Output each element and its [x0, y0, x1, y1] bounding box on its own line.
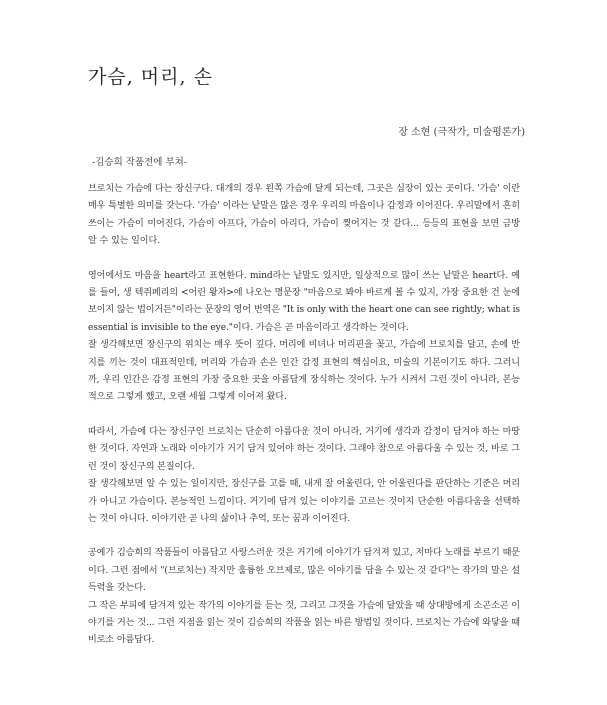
- paragraph-gap: [88, 528, 520, 545]
- paragraph-4: 따라서, 가슴에 다는 장신구인 브로치는 단순히 아름다운 것이 아니라, 거기에 생각과 감정이 담겨야 하는 마땅한 것이다. 자연과 노래와 이야기가 거기 담겨 있어야 하는 것이다. 그래야 참으로 아름다울 수 있는 것, 바로 그런 것이 장신구의 본질이다.: [88, 426, 520, 472]
- page-title: 가슴, 머리, 손: [88, 66, 213, 88]
- paragraph-gap: [88, 251, 520, 268]
- author-line: 장 소현 (극작가, 미술평론가): [398, 127, 525, 138]
- paragraph-7: 그 작은 부피에 담겨져 있는 작가의 이야기를 듣는 것, 그리고 그것을 가슴에 달았을 때 상대방에게 소곤소곤 이야기를 거는 것... 그런 지점을 읽는 것이 김승희의 작품을 읽는 바른 방법일 것이다. 브로치는 가슴에 와닿을 때 비로소 아름답다.: [88, 600, 520, 646]
- paragraph-5: 잘 생각해보면 알 수 있는 일이지만, 장신구를 고를 때, 내게 잘 어울린다, 안 어울린다를 판단하는 기준은 머리가 아니고 가슴이다. 본능적인 느낌이다. 거기에 담겨 있는 이야기를 고르는 것이지 단순한 아름다움을 선택하는 것이 아니다. 이야기란 곧 나의 삶이나 추억, 또는 꿈과 이어진다.: [88, 479, 520, 524]
- paragraph-6: 공예가 김승희의 작품들이 아름답고 사랑스러운 것은 거기에 이야기가 담겨져 있고, 저마다 노래를 부르기 때문이다. 그런 점에서 "(브로치는) 작지만 훌륭한 오브제로, 많은 이야기를 담을 수 있는 것 같다"는 작가의 말은 설득력을 갖는다.: [88, 548, 520, 594]
- paragraph-gap: [88, 407, 520, 424]
- paragraph-2: 영어에서도 마음을 heart라고 표현한다. mind라는 낱말도 있지만, 일상적으로 많이 쓰는 낱말은 heart다. 예를 들어, 생 텍쥐페리의 <어린 왕자>에 나오는 명문장 "마음으로 봐야 바르게 볼 수 있지, 가장 중요한 건 눈에 보이지 않는 법이거든"이라는 문장의 영어 번역은 "It is only with the heart one can see rightly; what is essential is invisible to the eye."이다. 가슴은 곧 마음이라고 생각하는 것이다.: [88, 270, 520, 333]
- subtitle: -김승희 작품전에 부쳐-: [92, 157, 188, 168]
- paragraph-1: 브로치는 가슴에 다는 장신구다. 대개의 경우 왼쪽 가슴에 달게 되는데, 그곳은 심장이 있는 곳이다. '가슴' 이란 매우 특별한 의미를 갖는다. '가슴' 이라는 낱말은 많은 경우 우리의 마음이나 감정과 이어진다. 우리말에서 흔히 쓰이는 가슴이 미어진다, 가슴이 아프다, 가슴이 아리다, 가슴이 찢어지는 것 같다... 등등의 표현을 보면 금방 알 수 있는 일이다.: [88, 184, 520, 247]
- paragraph-3: 잘 생각해보면 장신구의 위치는 매우 뜻이 깊다. 머리에 비녀나 머리핀을 꽂고, 가슴에 브로치를 달고, 손에 반지를 끼는 것이 대표적인데, 머리와 가슴과 손은 인간 감정 표현의 핵심이요, 미술의 기본이기도 하다. 그러니까, 우리 인간은 감정 표현의 가장 중요한 곳을 아름답게 장식하는 것이다. 누가 시켜서 그런 것이 아니라, 본능적으로 그렇게 했고, 오랜 세월 그렇게 이어져 왔다.: [88, 340, 520, 403]
- article-body: [88, 181, 520, 650]
